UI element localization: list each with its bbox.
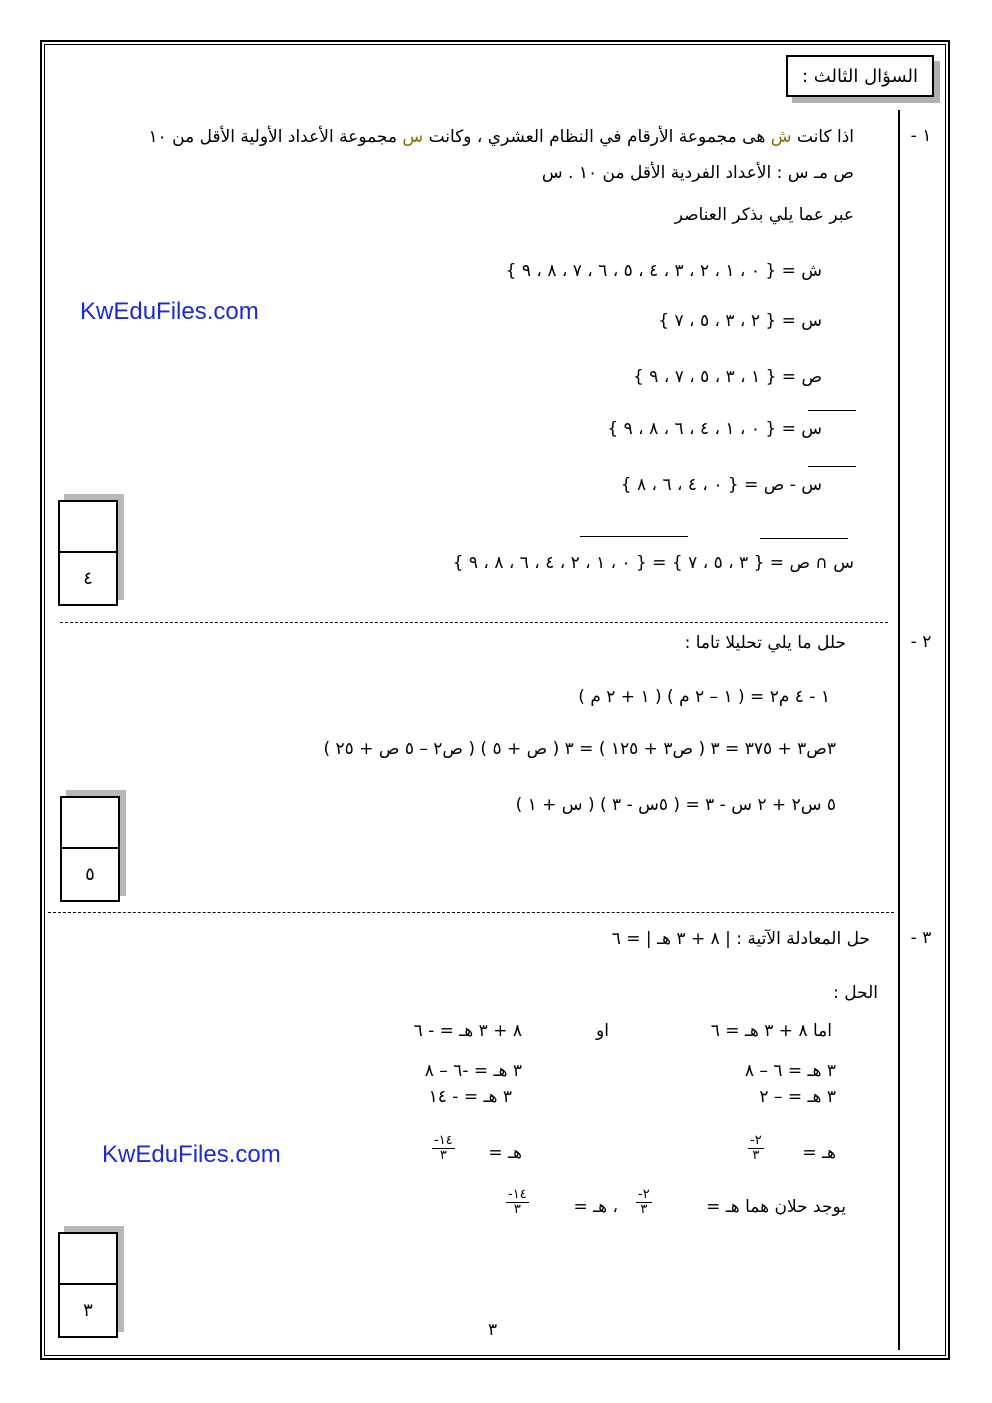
q1-intro-line1 xyxy=(148,126,854,148)
q3-frac-left-num: -١٤ xyxy=(434,1133,453,1148)
complement-bar-1 xyxy=(808,410,856,411)
q1-line-4: س = { ٠ ، ١ ، ٤ ، ٦ ، ٨ ، ٩ } xyxy=(607,419,822,439)
q3-right-4: هـ = xyxy=(802,1143,836,1163)
margin-line xyxy=(898,110,900,1350)
q3-score-box xyxy=(58,1232,118,1338)
complement-bar-4 xyxy=(580,536,688,537)
q3-right-3: ٣ هـ = – ٢ xyxy=(759,1087,836,1107)
q1-score-box xyxy=(58,500,118,606)
q2-score: ٥ xyxy=(85,864,95,885)
q3-conclusion: يوجد حلان هما هـ = xyxy=(706,1197,846,1217)
q1-instruction: عبر عما يلي بذكر العناصر xyxy=(674,205,854,225)
q2-number: ٢ - xyxy=(910,632,932,652)
watermark-2[interactable]: KwEduFiles.com xyxy=(102,1141,281,1168)
q1-number: ١ - xyxy=(910,126,932,146)
q3-left-3: ٣ هـ = - ١٤ xyxy=(428,1087,512,1107)
q1-score-blank xyxy=(60,502,116,553)
q1-line-1: ش = { ٠ ، ١ ، ٢ ، ٣ ، ٤ ، ٥ ، ٦ ، ٧ ، ٨ ، ٩ } xyxy=(505,261,822,281)
q1-set-s: س xyxy=(402,127,424,147)
q1-line-2: س = { ٢ ، ٣ ، ٥ ، ٧ } xyxy=(658,311,822,331)
q3-instruction: حل المعادلة الآتية : | ٨ + ٣ هـ | = ٦ xyxy=(611,929,870,949)
q1-intro-line2: ص مـ س : الأعداد الفردية الأقل من ١٠ . س xyxy=(541,163,854,183)
q3-right-1: اما ٨ + ٣ هـ = ٦ xyxy=(710,1021,832,1041)
q3-frac-left xyxy=(432,1134,455,1163)
q3-conclusion-frac-2 xyxy=(506,1188,529,1217)
q3-or: او xyxy=(596,1021,609,1041)
q1-line-3: ص = { ١ ، ٣ ، ٥ ، ٧ ، ٩ } xyxy=(633,367,822,387)
q3-frac-right-num: -٢ xyxy=(750,1133,762,1148)
q3-solution-label: الحل : xyxy=(833,983,878,1003)
q2-score-box xyxy=(60,796,120,902)
q3-number: ٣ - xyxy=(910,928,932,948)
q3-conclusion-frac-2-num: -١٤ xyxy=(508,1187,527,1202)
q2-line-2: ٣ص٣ + ٣٧٥ = ٣ ( ص٣ + ١٢٥ ) = ٣ ( ص + ٥ ) ( ص٢ – ٥ ص + ٢٥ ) xyxy=(323,739,836,759)
q1-line-6: س ∩ ص = { ٣ ، ٥ ، ٧ } = { ٠ ، ١ ، ٢ ، ٤ ، ٦ ، ٨ ، ٩ } xyxy=(452,553,854,573)
watermark-1[interactable]: KwEduFiles.com xyxy=(80,298,259,325)
separator-1 xyxy=(60,622,888,623)
complement-bar-2 xyxy=(808,466,856,467)
q1-score: ٤ xyxy=(83,568,93,589)
q1-set-sh: ش xyxy=(770,127,792,147)
q3-frac-right-den: ٣ xyxy=(752,1148,760,1163)
question-heading: السؤال الثالث : xyxy=(786,55,934,97)
q2-score-blank xyxy=(62,798,118,849)
q3-frac-left-den: ٣ xyxy=(439,1148,447,1163)
page-number: ٣ xyxy=(488,1320,498,1340)
separator-2 xyxy=(48,912,894,913)
q3-conclusion-frac-2-den: ٣ xyxy=(513,1202,521,1217)
q2-line-1: ١ - ٤ م٢ = ( ١ – ٢ م ) ( ١ + ٢ م ) xyxy=(578,687,830,707)
q3-left-4: هـ = xyxy=(488,1143,522,1163)
q1-line-5: س - ص = { ٠ ، ٤ ، ٦ ، ٨ } xyxy=(620,475,822,495)
q1-intro-a: اذا كانت xyxy=(796,127,854,147)
q3-conclusion-frac-1 xyxy=(636,1188,652,1217)
q3-left-1: ٨ + ٣ هـ = - ٦ xyxy=(413,1021,522,1041)
q3-frac-right xyxy=(748,1134,764,1163)
complement-bar-3 xyxy=(760,538,848,539)
q2-instruction: حلل ما يلي تحليلا تاما : xyxy=(684,633,846,653)
q3-conclusion-mid: ، هـ = xyxy=(573,1197,618,1217)
q3-left-2: ٣ هـ = -٦ – ٨ xyxy=(424,1061,522,1081)
q1-intro-b: هى مجموعة الأرقام في النظام العشري ، وكانت xyxy=(428,127,766,147)
q3-score-blank xyxy=(60,1234,116,1285)
q3-score: ٣ xyxy=(83,1300,93,1321)
q3-conclusion-frac-1-den: ٣ xyxy=(640,1202,648,1217)
q1-intro-c: مجموعة الأعداد الأولية الأقل من ١٠ xyxy=(148,127,398,147)
q3-conclusion-frac-1-num: -٢ xyxy=(638,1187,650,1202)
q2-line-3: ٥ س٢ + ٢ س - ٣ = ( ٥س - ٣ ) ( س + ١ ) xyxy=(515,795,836,815)
q3-right-2: ٣ هـ = ٦ – ٨ xyxy=(744,1061,836,1081)
